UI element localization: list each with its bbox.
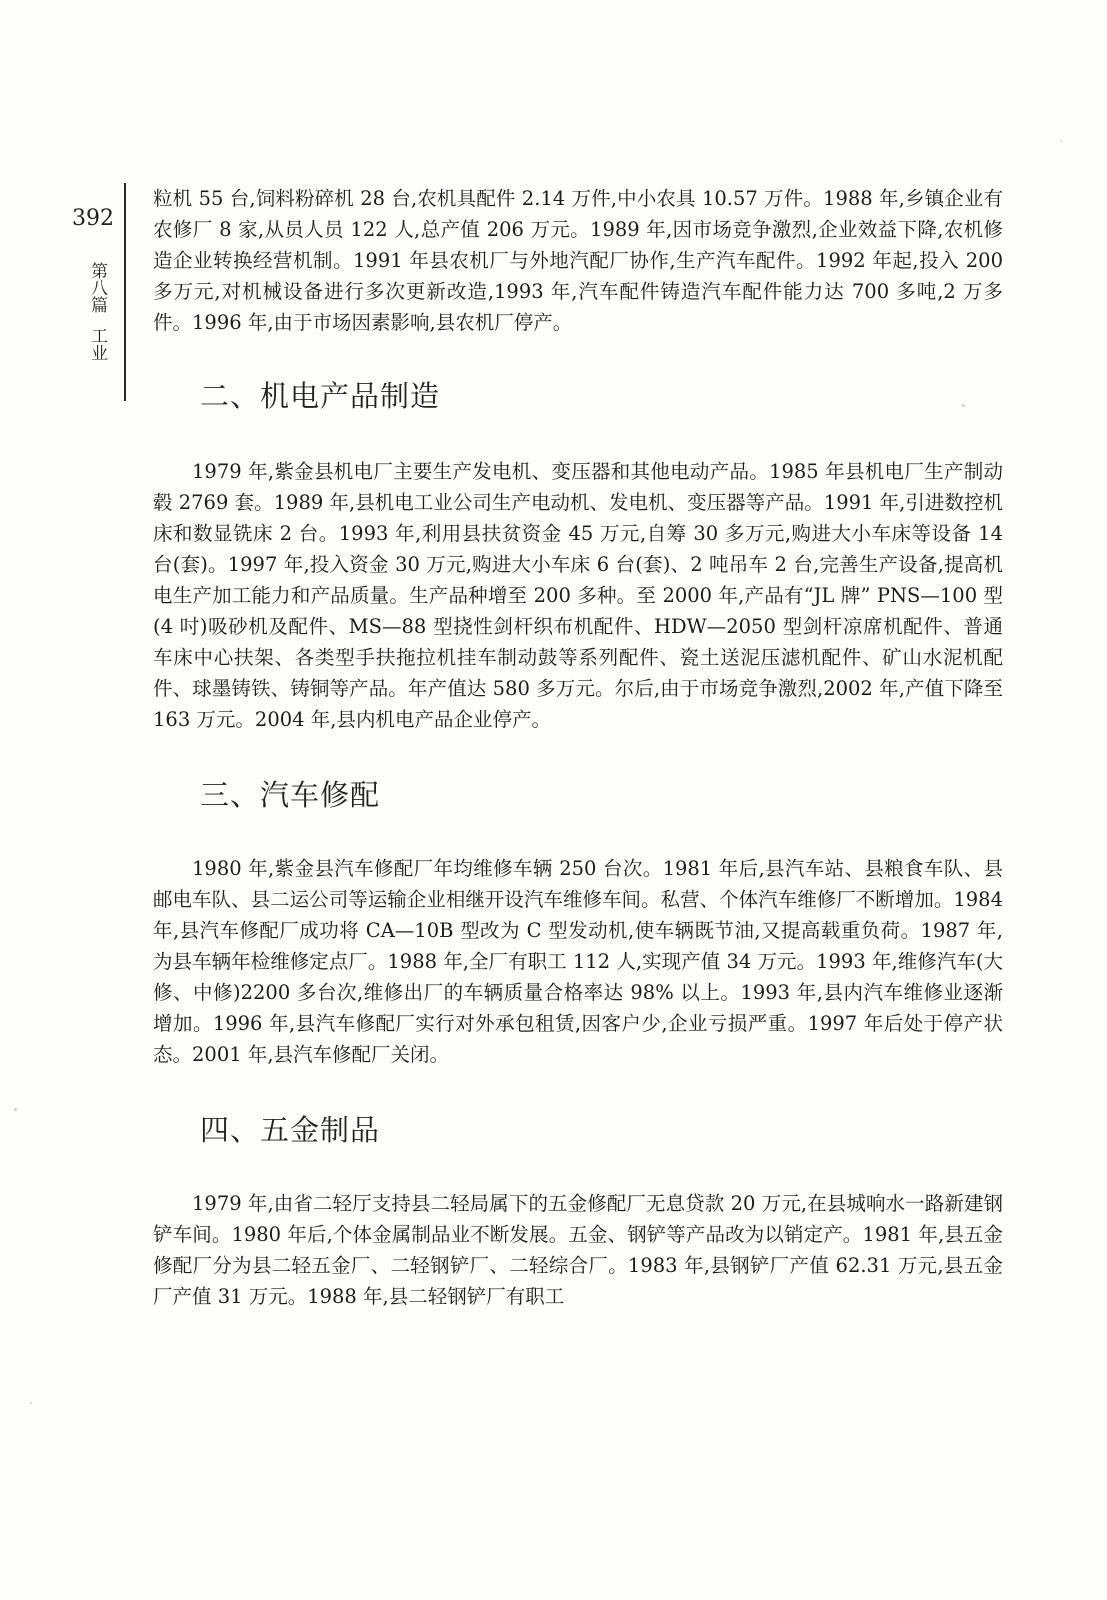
continued-paragraph: 粒机 55 台,饲料粉碎机 28 台,农机具配件 2.14 万件,中小农具 10.57 万件。1988 年,乡镇企业有农修厂 8 家,从员人员 122 人,总产值 206 万元。1989 年,因市场竞争激烈,企业效益下降,农机修造企业转换经营机制。1991 年县农机厂与外地汽配厂协作,生产汽车配件。1992 年起,投入 200 多万元,对机械设备进行多次更新改造,1993 年,汽车配件铸造汽车配件能力达 700 多吨,2 万多件。1996 年,由于市场因素影响,县农机厂停产。 [153,187,1003,334]
scan-speck [30,1402,32,1404]
section-paragraph-auto-repair: 1980 年,紫金县汽车修配厂年均维修车辆 250 台次。1981 年后,县汽车站、县粮食车队、县邮电车队、县二运公司等运输企业相继开设汽车维修车间。私营、个体汽车维修厂不断增加。1984 年,县汽车修配厂成功将 CA—10B 型改为 C 型发动机,使车辆既节油,又提高载重负荷。1987 年,为县车辆年检维修定点厂。1988 年,全厂有职工 112 人,实现产值 34 万元。1993 年,维修汽车(大修、中修)2200 多台次,维修出厂的车辆质量合格率达 98% 以上。1993 年,县内汽车维修业逐渐增加。1996 年,县汽车修配厂实行对外承包租赁,因客户少,企业亏损严重。1997 年后处于停产状态。2001 年,县汽车修配厂关闭。 [153,857,1003,1066]
margin-rule [124,183,126,401]
page-number: 392 [72,206,114,231]
part-title-text: 工业 [87,327,107,361]
scan-speck [962,404,965,407]
section-heading-electromechanical: 二、机电产品制造 [200,379,441,413]
part-label-gap [86,313,108,327]
section-paragraph-electromechanical: 1979 年,紫金县机电厂主要生产发电机、变压器和其他电动产品。1985 年县机电厂生产制动毂 2769 套。1989 年,县机电工业公司生产电动机、发电机、变压器等产品。1991 年,引进数控机床和数显铣床 2 台。1993 年,利用县扶贫资金 45 万元,自筹 30 多万元,购进大小车床等设备 14 台(套)。1997 年,投入资金 30 万元,购进大小车床 6 台(套)、2 吨吊车 2 台,完善生产设备,提高机电生产加工能力和产品质量。生产品种增至 200 多种。至 2000 年,产品有“JL 牌” PNS—100 型(4 吋)吸砂机及配件、MS—88 型挠性剑杆织布机配件、HDW—2050 型剑杆凉席机配件、普通车床中心扶架、各类型手扶拖拉机挂车制动鼓等系列配件、瓷土送泥压滤机配件、矿山水泥机配件、球墨铸铁、铸铜等产品。年产值达 580 多万元。尔后,由于市场竞争激烈,2002 年,产值下降至 163 万元。2004 年,县内机电产品企业停产。 [153,460,1003,731]
scan-speck [14,1108,17,1111]
scan-speck [1060,140,1062,142]
section-paragraph-hardware: 1979 年,由省二轻厅支持县二轻局属下的五金修配厂无息贷款 20 万元,在县城响水一路新建钢铲车间。1980 年后,个体金属制品业不断发展。五金、钢铲等产品改为以销定产。1981 年,县五金修配厂分为县二轻五金厂、二轻钢铲厂、二轻综合厂。1983 年,县钢铲厂产值 62.31 万元,县五金厂产值 31 万元。1988 年,县二轻钢铲厂有职工 [153,1192,1003,1308]
part-label-text: 第八篇 [87,262,107,313]
part-label [86,262,108,361]
section-heading-auto-repair: 三、汽车修配 [200,778,381,812]
page-body [153,183,1003,1312]
section-heading-hardware: 四、五金制品 [200,1113,381,1147]
